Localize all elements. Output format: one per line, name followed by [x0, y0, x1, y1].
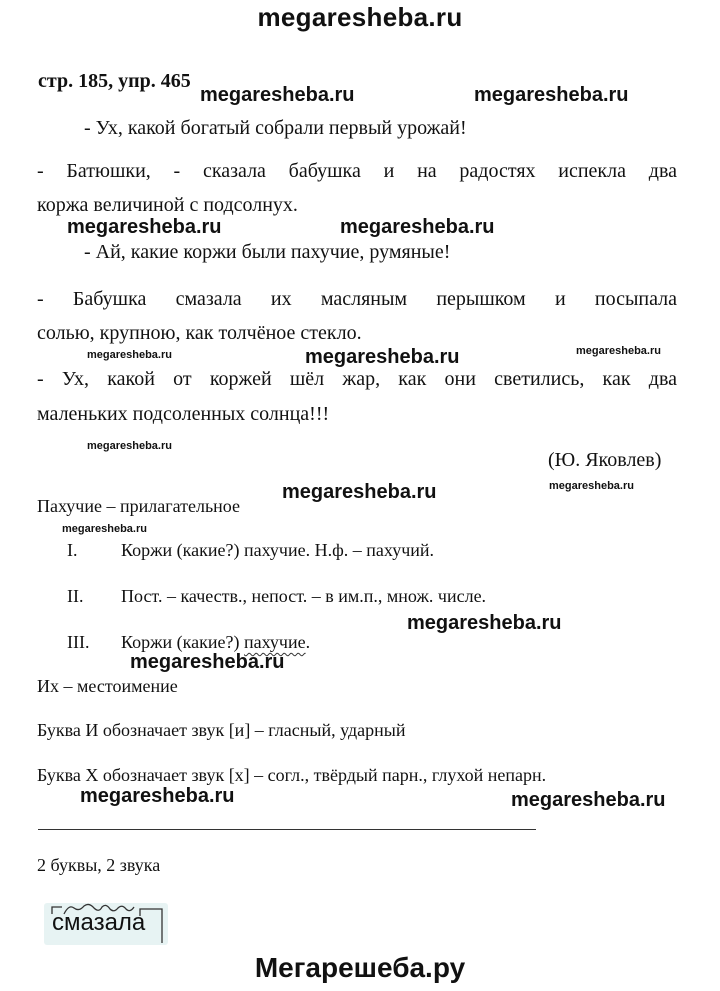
watermark: megaresheba.ru — [200, 84, 355, 106]
list-item: Пост. – качеств., непост. – в им.п., множ. числе. — [121, 586, 487, 606]
text-line: - Ух, какой от коржей шёл жар, как они светились, как два — [37, 368, 677, 390]
word-analysis-heading: Их – местоимение — [37, 676, 178, 696]
letters-sounds-summary: 2 буквы, 2 звука — [37, 855, 161, 875]
sound-analysis-line: Буква И обозначает звук [и] – гласный, ударный — [37, 720, 406, 740]
list-item — [121, 632, 310, 653]
watermark: megaresheba.ru — [87, 349, 172, 361]
site-footer[interactable]: Мегарешеба.ру — [254, 952, 466, 983]
list-number: II. — [67, 586, 84, 606]
list-item-punct: . — [305, 632, 311, 652]
watermark: megaresheba.ru — [62, 523, 147, 535]
text-line: коржа величиной с подсолнух. — [37, 194, 298, 216]
watermark: megaresheba.ru — [549, 480, 634, 492]
watermark: megaresheba.ru — [511, 789, 666, 811]
watermark: megaresheba.ru — [80, 785, 235, 807]
watermark: megaresheba.ru — [340, 216, 495, 238]
text-line: - Ай, какие коржи были пахучие, румяные! — [84, 241, 451, 263]
watermark: megaresheba.ru — [576, 345, 661, 357]
text-line: солью, крупною, как толчёное стекло. — [37, 322, 362, 344]
list-number: III. — [67, 632, 90, 652]
text-line: - Бабушка смазала их масляным перышком и посыпала — [37, 288, 677, 310]
list-item-text: Коржи (какие?) — [121, 632, 244, 652]
site-header[interactable]: megaresheba.ru — [257, 2, 463, 32]
sound-analysis-line: Буква Х обозначает звук [х] – согл., твёрдый парн., глухой непарн. — [37, 765, 547, 785]
watermark: megaresheba.ru — [130, 651, 285, 673]
watermark: megaresheba.ru — [87, 440, 172, 452]
text-line: - Ух, какой богатый собрали первый урожай! — [84, 117, 467, 139]
text-line: - Батюшки, - сказала бабушка и на радостях испекла два — [37, 160, 677, 182]
morpheme-word: смазала — [52, 909, 146, 936]
watermark: megaresheba.ru — [67, 216, 222, 238]
divider — [38, 829, 536, 830]
text-line: маленьких подсоленных солнца!!! — [37, 403, 330, 425]
watermark: megaresheba.ru — [474, 84, 629, 106]
watermark: megaresheba.ru — [305, 346, 460, 368]
exercise-reference: стр. 185, упр. 465 — [38, 70, 191, 92]
watermark: megaresheba.ru — [282, 481, 437, 503]
list-number: I. — [67, 540, 78, 560]
wavy-underlined-word: пахучие — [244, 632, 306, 652]
list-item: Коржи (какие?) пахучие. Н.ф. – пахучий. — [121, 540, 435, 560]
morpheme-diagram — [44, 903, 168, 945]
author-attribution: (Ю. Яковлев) — [548, 449, 662, 471]
word-analysis-heading: Пахучие – прилагательное — [37, 496, 241, 516]
watermark: megaresheba.ru — [407, 612, 562, 634]
